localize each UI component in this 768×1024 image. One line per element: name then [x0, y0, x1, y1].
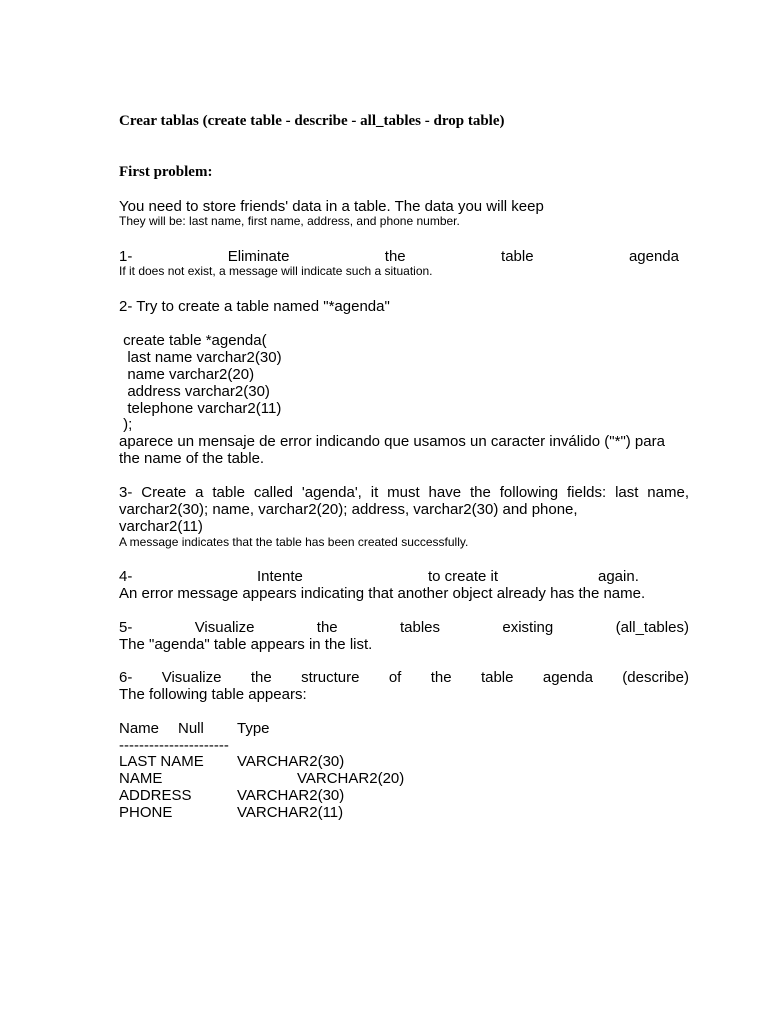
table-row: [119, 753, 419, 770]
column-name-cell: PHONE: [119, 804, 173, 821]
intro-line-2: They will be: last name, first name, address, and phone number.: [119, 214, 460, 228]
column-name-cell: NAME: [119, 770, 163, 787]
step-6-word: agenda: [542, 669, 593, 686]
step-6-word: of: [388, 669, 402, 686]
column-type-cell: VARCHAR2(30): [237, 753, 345, 770]
step-6-word: the: [250, 669, 272, 686]
column-name-cell: ADDRESS: [119, 787, 192, 804]
code-line: last name varchar2(30): [119, 349, 282, 366]
step-2-error-line-2: the name of the table.: [119, 450, 265, 467]
step-1-word: Eliminate: [227, 248, 290, 265]
column-type-cell: VARCHAR2(11): [237, 804, 344, 821]
step-5-word: existing: [502, 619, 554, 636]
step-5-word: tables: [400, 619, 441, 636]
step-6-word: the: [430, 669, 452, 686]
code-line: create table *agenda(: [119, 332, 267, 349]
step-3-note: A message indicates that the table has been created successfully.: [119, 535, 469, 549]
step-5-line: [119, 619, 689, 636]
step-4-word: again.: [598, 568, 639, 585]
step-6-word: (describe): [622, 669, 689, 686]
code-line: name varchar2(20): [119, 366, 255, 383]
step-1-word: agenda: [628, 248, 679, 265]
step-1-note: If it does not exist, a message will indicate such a situation.: [119, 264, 433, 278]
step-1-word: the: [384, 248, 406, 265]
step-1-line: [119, 248, 689, 265]
step-4-word: 4-: [119, 568, 133, 585]
step-4-word: to create it: [428, 568, 499, 585]
step-6-word: Visualize: [161, 669, 222, 686]
describe-table-separator: ----------------------: [119, 737, 229, 754]
step-6-word: structure: [301, 669, 360, 686]
code-line: address varchar2(30): [119, 383, 270, 400]
column-header: Type: [237, 720, 270, 737]
step-2-text: 2- Try to create a table named "*agenda": [119, 298, 390, 315]
step-3-line-3: varchar2(11): [119, 518, 203, 535]
column-type-cell: VARCHAR2(20): [297, 770, 405, 787]
step-6-line: [119, 669, 689, 686]
step-4-line: [119, 568, 689, 585]
table-row: [119, 804, 419, 821]
column-type-cell: VARCHAR2(30): [237, 787, 345, 804]
column-header: Name: [119, 720, 160, 737]
step-1-word: 1-: [119, 248, 133, 265]
step-3-text: 3- Create a table called 'agenda', it must have the following fields: last name, varchar2(30); name, varchar2(20); address, varchar2(30) and phone,: [119, 484, 689, 518]
intro-line-1: You need to store friends' data in a table. The data you will keep: [119, 198, 544, 215]
step-4-word: Intente: [257, 568, 303, 585]
describe-table-header: [119, 720, 419, 737]
step-5-word: Visualize: [194, 619, 255, 636]
section-heading: First problem:: [119, 164, 213, 180]
step-6-word: 6-: [119, 669, 133, 686]
step-5-note: The "agenda" table appears in the list.: [119, 636, 373, 653]
step-6-note: The following table appears:: [119, 686, 307, 703]
step-5-word: 5-: [119, 619, 133, 636]
code-line: telephone varchar2(11): [119, 400, 282, 417]
step-2-error-line-1: aparece un mensaje de error indicando que usamos un caracter inválido ("*") para: [119, 433, 665, 450]
step-1-word: table: [501, 248, 534, 265]
step-5-word: the: [316, 619, 338, 636]
column-name-cell: LAST NAME: [119, 753, 204, 770]
column-header: Null: [178, 720, 204, 737]
code-line: );: [119, 416, 133, 433]
document-title: Crear tablas (create table - describe - all_tables - drop table): [119, 113, 505, 129]
table-row: [119, 787, 419, 804]
table-row: [119, 770, 419, 787]
step-4-note: An error message appears indicating that another object already has the name.: [119, 585, 646, 602]
step-6-word: table: [480, 669, 514, 686]
step-5-word: (all_tables): [615, 619, 689, 636]
